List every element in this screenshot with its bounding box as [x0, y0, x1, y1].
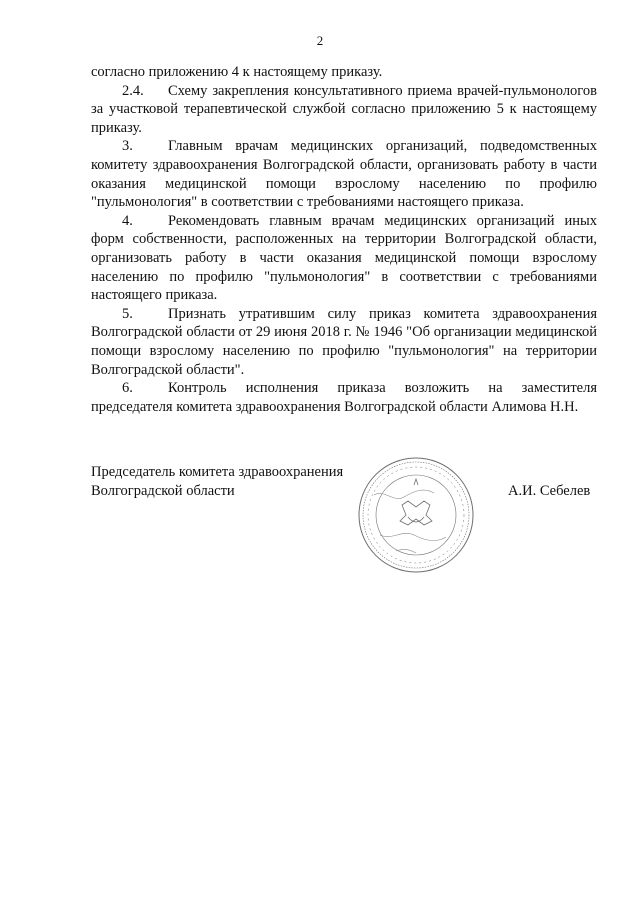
official-seal-stamp	[356, 455, 476, 575]
paragraph-number: 3.	[122, 138, 133, 155]
signatory-title	[91, 463, 343, 501]
paragraph-number: 6.	[122, 380, 133, 397]
paragraph-number: 4.	[122, 212, 133, 229]
paragraph-number: 2.4.	[122, 82, 144, 99]
paragraph-text: согласно приложению 4 к настоящему приказу.	[91, 64, 383, 80]
paragraph-5	[91, 305, 597, 379]
page-number: 2	[316, 33, 324, 48]
paragraph-6	[91, 379, 597, 416]
paragraph-number: 5.	[122, 305, 133, 322]
signatory-title-line2: Волгоградской области	[91, 483, 235, 499]
paragraph-text: Контроль исполнения приказа возложить на заместителя председателя комитета здравоохранения Волгоградской области Алимова Н.Н.	[91, 380, 597, 415]
paragraph-4	[91, 212, 597, 305]
paragraph-text: Признать утратившим силу приказ комитета здравоохранения Волгоградской области от 29 июня 2018 г. № 1946 "Об организации медицинской помощи взрослому населению по профилю "пульмонология" на территории Волгоградской области".	[91, 305, 597, 378]
paragraph-text: Схему закрепления консультативного приема врачей-пульмонологов за участковой терапевтической службой согласно приложению 5 к настоящему приказу.	[91, 82, 597, 136]
signatory-name: А.И. Себелев	[508, 483, 591, 499]
paragraph-text: Рекомендовать главным врачам медицинских организаций иных форм собственности, расположенных на территории Волгоградской области, организовать работу в части оказания медицинской помощи взрослому населению по профилю "пульмонология" в соответствии с требованиями настоящего приказа.	[91, 212, 597, 304]
paragraph-text: Главным врачам медицинских организаций, подведомственных комитету здравоохранения Волгоградской области, организовать работу в части оказания медицинской помощи взрослому населению по профилю "пульмонология" в соответствии с требованиями настоящего приказа.	[91, 138, 597, 211]
paragraph-continuation	[91, 63, 597, 82]
document-body	[91, 63, 597, 416]
paragraph-3	[91, 137, 597, 211]
signatory-title-line1: Председатель комитета здравоохранения	[91, 464, 344, 480]
paragraph-2-4	[91, 82, 597, 138]
